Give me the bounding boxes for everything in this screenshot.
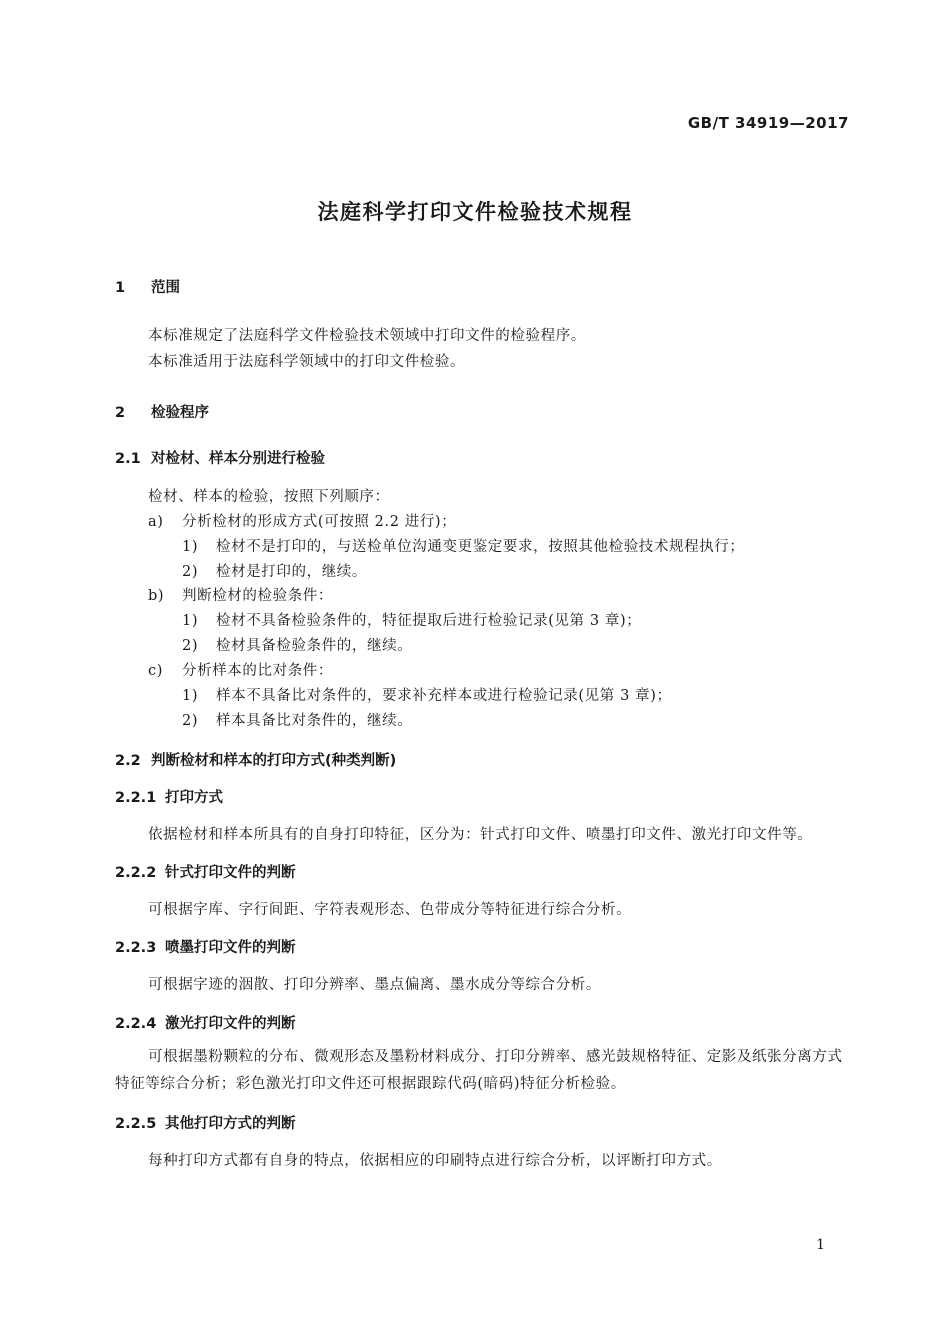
section-title: 判断检材和样本的打印方式(种类判断) xyxy=(151,753,397,769)
scope-paragraph-1: 本标准规定了法庭科学文件检验技术领域中打印文件的检验程序。 xyxy=(148,328,586,344)
paragraph-2-2-5: 每种打印方式都有自身的特点，依据相应的印刷特点进行综合分析，以评断打印方式。 xyxy=(148,1153,722,1169)
section-title: 打印方式 xyxy=(165,790,223,806)
list-marker: 2) xyxy=(182,564,199,580)
section-title: 范围 xyxy=(151,280,180,296)
list-marker: c) xyxy=(148,663,163,679)
section-number: 2 xyxy=(115,405,126,421)
list-marker: b) xyxy=(148,588,165,604)
list-text: 检材不具备检验条件的，特征提取后进行检验记录(见第 3 章)； xyxy=(216,613,642,629)
paragraph-2-2-4: 可根据墨粉颗粒的分布、微观形态及墨粉材料成分、打印分辨率、感光鼓规格特征、定影及纸张分离方式特征等综合分析；彩色激光打印文件还可根据跟踪代码(暗码)特征分析检验。 xyxy=(115,1049,843,1092)
section-title: 对检材、样本分别进行检验 xyxy=(151,451,325,467)
standard-code: GB/T 34919—2017 xyxy=(687,114,849,132)
section-number: 2.2.4 xyxy=(115,1016,157,1032)
list-marker: 2) xyxy=(182,638,199,654)
list-marker: 1) xyxy=(182,613,199,629)
page-number: 1 xyxy=(816,1237,825,1253)
list-text: 样本不具备比对条件的，要求补充样本或进行检验记录(见第 3 章)； xyxy=(216,688,672,704)
list-text: 检材具备检验条件的，继续。 xyxy=(216,638,413,654)
section-2-2-4-heading xyxy=(115,1012,296,1033)
section-number: 2.2.2 xyxy=(115,865,157,881)
list-item-a-1 xyxy=(182,535,745,556)
paragraph-2-2-2: 可根据字库、字行间距、字符表观形态、色带成分等特征进行综合分析。 xyxy=(148,902,632,918)
list-item-a xyxy=(148,510,456,531)
section-number: 2.1 xyxy=(115,451,141,467)
list-marker: 1) xyxy=(182,539,199,555)
list-text: 检材不是打印的，与送检单位沟通变更鉴定要求，按照其他检验技术规程执行； xyxy=(216,539,745,555)
list-text: 检材是打印的，继续。 xyxy=(216,564,367,580)
section-title: 激光打印文件的判断 xyxy=(165,1016,296,1032)
section-1-heading xyxy=(115,276,180,297)
section-2-2-2-heading xyxy=(115,861,296,882)
paragraph-2-2-1: 依据检材和样本所具有的自身打印特征，区分为：针式打印文件、喷墨打印文件、激光打印文件等。 xyxy=(148,827,813,843)
list-item-b-2 xyxy=(182,634,412,655)
list-text: 样本具备比对条件的，继续。 xyxy=(216,713,413,729)
section-number: 2.2 xyxy=(115,753,141,769)
list-marker: a) xyxy=(148,514,164,530)
procedure-intro: 检材、样本的检验，按照下列顺序： xyxy=(148,489,390,505)
list-marker: 1) xyxy=(182,688,199,704)
section-2-2-3-heading xyxy=(115,936,296,957)
list-text: 分析样本的比对条件： xyxy=(182,663,333,679)
section-2-2-1-heading xyxy=(115,786,223,807)
list-item-c-2 xyxy=(182,709,412,730)
section-title: 检验程序 xyxy=(151,405,209,421)
section-2-1-heading xyxy=(115,447,325,468)
list-item-c-1 xyxy=(182,684,672,705)
section-title: 其他打印方式的判断 xyxy=(165,1116,296,1132)
paragraph-2-2-3: 可根据字迹的洇散、打印分辨率、墨点偏离、墨水成分等综合分析。 xyxy=(148,977,601,993)
scope-paragraph-2: 本标准适用于法庭科学领域中的打印文件检验。 xyxy=(148,354,466,370)
section-number: 2.2.3 xyxy=(115,940,157,956)
section-number: 2.2.5 xyxy=(115,1116,157,1132)
section-title: 针式打印文件的判断 xyxy=(165,865,296,881)
section-number: 2.2.1 xyxy=(115,790,157,806)
section-2-2-5-heading xyxy=(115,1112,296,1133)
list-item-b-1 xyxy=(182,609,641,630)
document-title: 法庭科学打印文件检验技术规程 xyxy=(317,200,633,224)
list-item-a-2 xyxy=(182,560,367,581)
list-item-c xyxy=(148,659,333,680)
list-item-b xyxy=(148,584,333,605)
section-title: 喷墨打印文件的判断 xyxy=(165,940,296,956)
section-2-2-heading xyxy=(115,749,396,770)
section-number: 1 xyxy=(115,280,126,296)
list-marker: 2) xyxy=(182,713,199,729)
list-text: 分析检材的形成方式(可按照 2.2 进行)； xyxy=(182,514,457,530)
section-2-heading xyxy=(115,401,209,422)
list-text: 判断检材的检验条件： xyxy=(182,588,333,604)
